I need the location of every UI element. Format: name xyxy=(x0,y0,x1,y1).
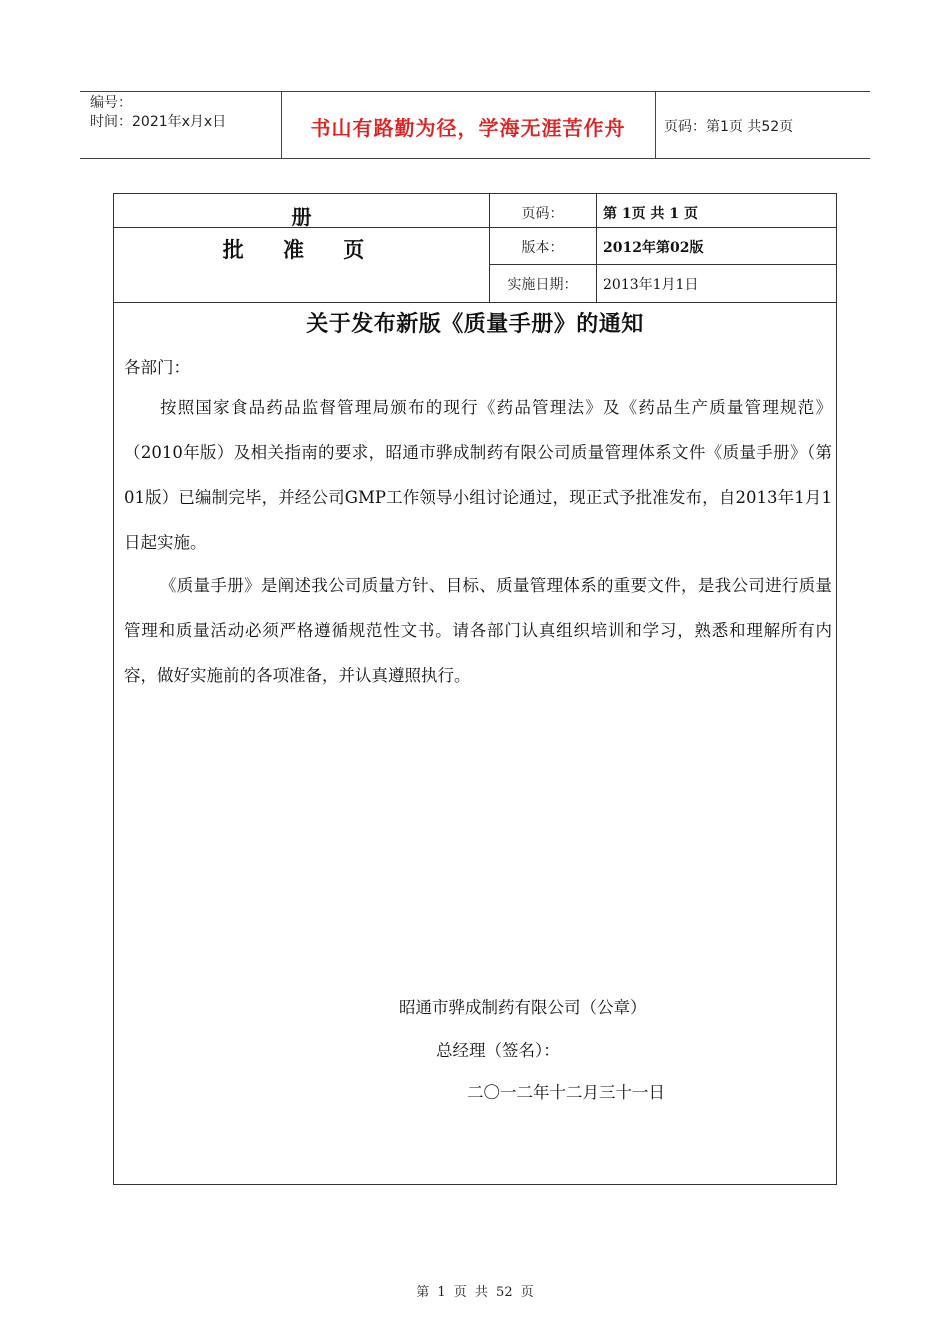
notice-salutation: 各部门： xyxy=(124,358,190,377)
page-footer: 第 1 页 共 52 页 xyxy=(416,1285,534,1300)
company-seal-line: 昭通市骅成制药有限公司（公章） xyxy=(399,998,647,1017)
header-number-label: 编号： xyxy=(90,95,132,111)
approval-page-title: 批 准 页 xyxy=(222,237,381,262)
effective-date-value: 2013年1月1日 xyxy=(603,277,699,293)
header-top-rule xyxy=(80,91,870,92)
notice-title: 关于发布新版《质量手册》的通知 xyxy=(306,311,644,337)
manual-book-title: 册 xyxy=(291,205,312,229)
manager-signature-line: 总经理（签名）： xyxy=(436,1041,560,1060)
header-meta xyxy=(90,94,226,132)
header-time-label: 时间：2021年x月x日 xyxy=(90,114,227,130)
version-value: 2012年第02版 xyxy=(603,240,704,256)
page-label: 页码： xyxy=(521,206,564,222)
page-value: 第 1页 共 1 页 xyxy=(603,206,698,222)
table-hline-2 xyxy=(489,264,836,265)
effective-date-label: 实施日期： xyxy=(507,277,578,293)
header-motto: 书山有路勤为径，学海无涯苦作舟 xyxy=(310,116,626,140)
header-page-info: 页码：第1页 共52页 xyxy=(664,119,794,135)
document-frame xyxy=(113,193,837,1185)
header-bottom-rule xyxy=(80,158,870,159)
notice-paragraph-2: 《质量手册》是阐述我公司质量方针、目标、质量管理体系的重要文件，是我公司进行质量管理和质量活动必须严格遵循规范性文书。请各部门认真组织培训和学习，熟悉和理解所有内容，做好实施前的各项准备，并认真遵照执行。 xyxy=(124,576,832,685)
notice-paragraph-1: 按照国家食品药品监督管理局颁布的现行《药品管理法》及《药品生产质量管理规范》（2010年版）及相关指南的要求，昭通市骅成制药有限公司质量管理体系文件《质量手册》（第01版）已编制完毕，并经公司GMP工作领导小组讨论通过，现正式予批准发布，自2013年1月1日起实施。 xyxy=(124,398,832,552)
table-hline-3 xyxy=(114,302,836,303)
table-vline-2 xyxy=(596,194,597,302)
notice-date: 二〇一二年十二月三十一日 xyxy=(467,1083,665,1102)
header-divider-right xyxy=(655,91,656,158)
version-label: 版本： xyxy=(521,240,564,256)
